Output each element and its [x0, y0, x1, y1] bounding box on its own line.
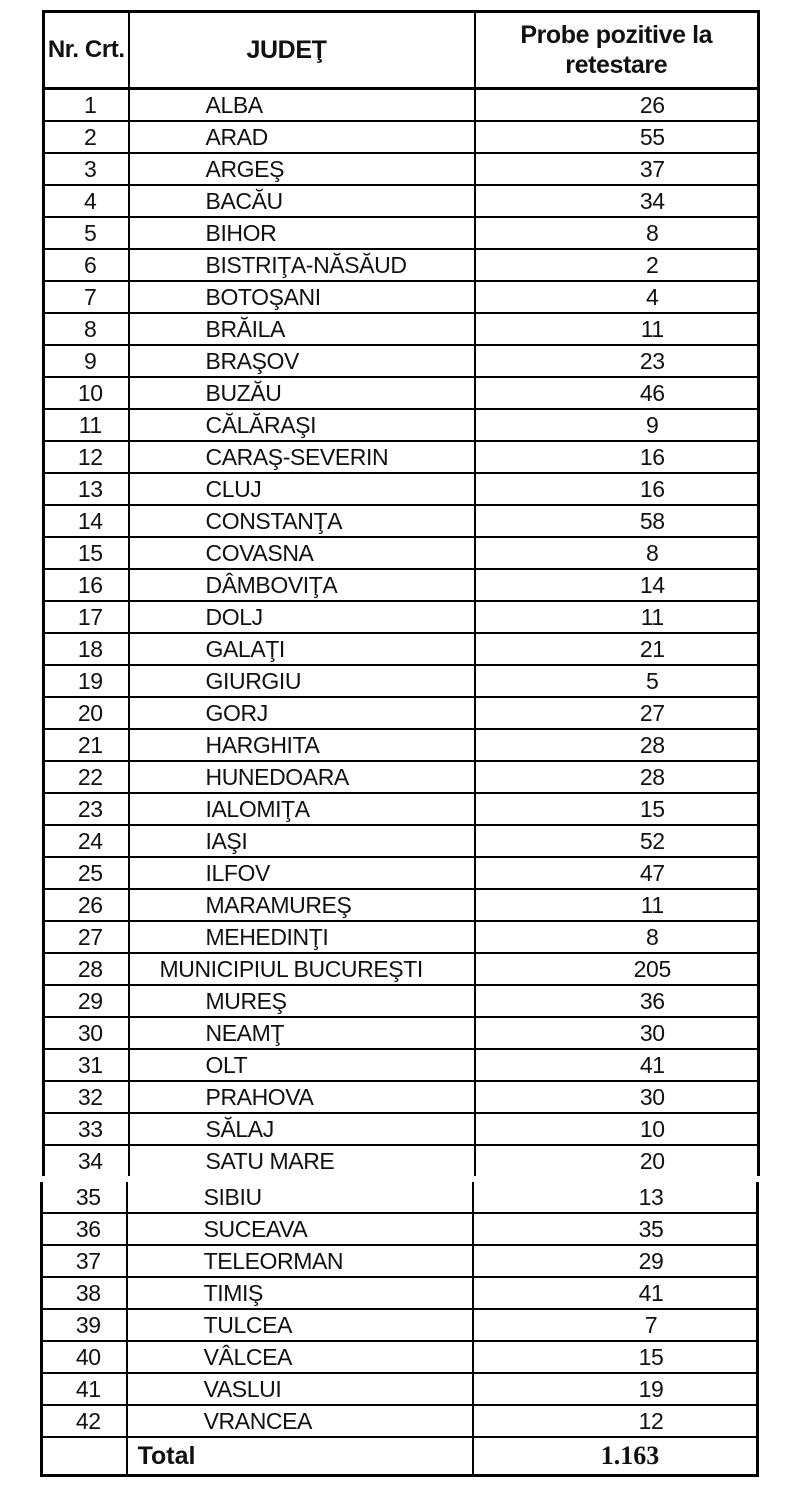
county-name-cell: VRANCEA [127, 1405, 473, 1437]
header-judet: JUDEŢ [129, 12, 475, 89]
county-name-cell: COVASNA [129, 537, 475, 569]
county-name-cell: SUCEAVA [127, 1213, 473, 1245]
positive-count-cell: 15 [475, 793, 759, 825]
county-retest-table-bottom [40, 1182, 759, 1477]
county-name-cell: OLT [129, 1049, 475, 1081]
positive-count-cell: 4 [475, 281, 759, 313]
county-retest-table-top [42, 10, 760, 1176]
positive-count-cell: 8 [475, 921, 759, 953]
table-row [42, 1309, 758, 1341]
table-row [44, 1145, 759, 1176]
row-number-cell: 1 [44, 89, 129, 122]
row-number-cell: 6 [44, 249, 129, 281]
table-row [42, 1277, 758, 1309]
county-name-cell: ILFOV [129, 857, 475, 889]
positive-count-cell: 52 [475, 825, 759, 857]
county-name-cell: MUNICIPIUL BUCUREŞTI [129, 953, 475, 985]
row-number-cell: 35 [42, 1182, 127, 1213]
row-number-cell: 19 [44, 665, 129, 697]
positive-count-cell: 28 [475, 761, 759, 793]
table-body-top [44, 89, 759, 1177]
table-row [44, 793, 759, 825]
row-number-cell: 18 [44, 633, 129, 665]
county-name-cell: DOLJ [129, 601, 475, 633]
row-number-cell: 13 [44, 473, 129, 505]
table-row [44, 1017, 759, 1049]
county-name-cell: IALOMIŢA [129, 793, 475, 825]
positive-count-cell: 9 [475, 409, 759, 441]
positive-count-cell: 30 [475, 1081, 759, 1113]
table-row [44, 153, 759, 185]
positive-count-cell: 20 [475, 1145, 759, 1176]
row-number-cell: 39 [42, 1309, 127, 1341]
positive-count-cell: 205 [475, 953, 759, 985]
county-name-cell: HARGHITA [129, 729, 475, 761]
county-name-cell: GIURGIU [129, 665, 475, 697]
positive-count-cell: 15 [473, 1341, 757, 1373]
row-number-cell: 36 [42, 1213, 127, 1245]
row-number-cell: 42 [42, 1405, 127, 1437]
positive-count-cell: 29 [473, 1245, 757, 1277]
total-label-cell: Total [127, 1437, 473, 1476]
positive-count-cell: 35 [473, 1213, 757, 1245]
positive-count-cell: 34 [475, 185, 759, 217]
table-row [44, 921, 759, 953]
county-name-cell: SATU MARE [129, 1145, 475, 1176]
row-number-cell: 33 [44, 1113, 129, 1145]
header-row [44, 12, 759, 89]
table-row [44, 601, 759, 633]
table-row [44, 345, 759, 377]
row-number-cell: 29 [44, 985, 129, 1017]
row-number-cell: 23 [44, 793, 129, 825]
positive-count-cell: 30 [475, 1017, 759, 1049]
table-row [44, 665, 759, 697]
county-name-cell: BRAŞOV [129, 345, 475, 377]
row-number-cell: 2 [44, 121, 129, 153]
row-number-cell: 25 [44, 857, 129, 889]
county-name-cell: BRĂILA [129, 313, 475, 345]
county-name-cell: CONSTANŢA [129, 505, 475, 537]
county-name-cell: DÂMBOVIŢA [129, 569, 475, 601]
table-row [44, 217, 759, 249]
positive-count-cell: 19 [473, 1373, 757, 1405]
positive-count-cell: 2 [475, 249, 759, 281]
row-number-cell: 30 [44, 1017, 129, 1049]
positive-count-cell: 16 [475, 441, 759, 473]
positive-count-cell: 5 [475, 665, 759, 697]
county-name-cell: HUNEDOARA [129, 761, 475, 793]
county-name-cell: TULCEA [127, 1309, 473, 1341]
positive-count-cell: 13 [473, 1182, 757, 1213]
county-name-cell: BIHOR [129, 217, 475, 249]
table-row [42, 1341, 758, 1373]
row-number-cell: 5 [44, 217, 129, 249]
table-row [44, 89, 759, 122]
county-name-cell: TIMIŞ [127, 1277, 473, 1309]
row-number-cell: 12 [44, 441, 129, 473]
county-name-cell: MEHEDINŢI [129, 921, 475, 953]
positive-count-cell: 41 [473, 1277, 757, 1309]
table-row [42, 1405, 758, 1437]
table-row [44, 249, 759, 281]
row-number-cell: 15 [44, 537, 129, 569]
row-number-cell: 10 [44, 377, 129, 409]
positive-count-cell: 16 [475, 473, 759, 505]
table-row [44, 1049, 759, 1081]
county-name-cell: ARAD [129, 121, 475, 153]
header-nr-crt: Nr. Crt. [44, 12, 129, 89]
row-number-cell: 32 [44, 1081, 129, 1113]
positive-count-cell: 11 [475, 313, 759, 345]
county-name-cell: SĂLAJ [129, 1113, 475, 1145]
table-row [44, 473, 759, 505]
row-number-cell: 31 [44, 1049, 129, 1081]
table-row [44, 409, 759, 441]
total-value-cell: 1.163 [473, 1437, 757, 1476]
table-body-bottom [42, 1182, 758, 1437]
positive-count-cell: 46 [475, 377, 759, 409]
table-row [44, 185, 759, 217]
table-row [44, 313, 759, 345]
row-number-cell: 7 [44, 281, 129, 313]
row-number-cell: 26 [44, 889, 129, 921]
header-probe-pozitive: Probe pozitive la retestare [475, 12, 759, 89]
row-number-cell: 28 [44, 953, 129, 985]
row-number-cell: 16 [44, 569, 129, 601]
table-row [44, 697, 759, 729]
county-name-cell: BACĂU [129, 185, 475, 217]
table-row [44, 1113, 759, 1145]
positive-count-cell: 14 [475, 569, 759, 601]
county-name-cell: BOTOŞANI [129, 281, 475, 313]
table-row [44, 857, 759, 889]
row-number-cell: 11 [44, 409, 129, 441]
county-name-cell: CĂLĂRAŞI [129, 409, 475, 441]
table-row [42, 1373, 758, 1405]
positive-count-cell: 10 [475, 1113, 759, 1145]
row-number-cell: 37 [42, 1245, 127, 1277]
total-row [42, 1437, 758, 1476]
table-footer [42, 1437, 758, 1476]
positive-count-cell: 7 [473, 1309, 757, 1341]
county-name-cell: BUZĂU [129, 377, 475, 409]
positive-count-cell: 8 [475, 537, 759, 569]
table-row [44, 281, 759, 313]
row-number-cell: 22 [44, 761, 129, 793]
county-name-cell: TELEORMAN [127, 1245, 473, 1277]
row-number-cell: 20 [44, 697, 129, 729]
county-name-cell: BISTRIŢA-NĂSĂUD [129, 249, 475, 281]
table-row [44, 569, 759, 601]
row-number-cell: 24 [44, 825, 129, 857]
county-name-cell: IAŞI [129, 825, 475, 857]
row-number-cell: 4 [44, 185, 129, 217]
table-header [44, 12, 759, 89]
positive-count-cell: 12 [473, 1405, 757, 1437]
table-row [44, 985, 759, 1017]
table-row [42, 1245, 758, 1277]
row-number-cell: 38 [42, 1277, 127, 1309]
positive-count-cell: 58 [475, 505, 759, 537]
county-name-cell: ARGEŞ [129, 153, 475, 185]
row-number-cell: 8 [44, 313, 129, 345]
positive-count-cell: 41 [475, 1049, 759, 1081]
county-name-cell: ALBA [129, 89, 475, 122]
positive-count-cell: 8 [475, 217, 759, 249]
table-row [42, 1182, 758, 1213]
county-name-cell: CLUJ [129, 473, 475, 505]
row-number-cell: 17 [44, 601, 129, 633]
table-row [44, 953, 759, 985]
table-row [44, 633, 759, 665]
county-name-cell: MUREŞ [129, 985, 475, 1017]
table-row [44, 121, 759, 153]
positive-count-cell: 28 [475, 729, 759, 761]
county-name-cell: GORJ [129, 697, 475, 729]
table-row [44, 761, 759, 793]
county-name-cell: NEAMŢ [129, 1017, 475, 1049]
positive-count-cell: 55 [475, 121, 759, 153]
positive-count-cell: 36 [475, 985, 759, 1017]
row-number-cell: 34 [44, 1145, 129, 1176]
table-row [44, 825, 759, 857]
table-row [44, 1081, 759, 1113]
table-row [44, 377, 759, 409]
table-row [42, 1213, 758, 1245]
row-number-cell: 14 [44, 505, 129, 537]
table-row [44, 729, 759, 761]
positive-count-cell: 47 [475, 857, 759, 889]
county-name-cell: CARAŞ-SEVERIN [129, 441, 475, 473]
positive-count-cell: 23 [475, 345, 759, 377]
table-row [44, 505, 759, 537]
positive-count-cell: 21 [475, 633, 759, 665]
county-name-cell: VÂLCEA [127, 1341, 473, 1373]
positive-count-cell: 11 [475, 601, 759, 633]
positive-count-cell: 37 [475, 153, 759, 185]
county-name-cell: GALAŢI [129, 633, 475, 665]
positive-count-cell: 26 [475, 89, 759, 122]
county-name-cell: PRAHOVA [129, 1081, 475, 1113]
total-empty-cell [42, 1437, 127, 1476]
row-number-cell: 40 [42, 1341, 127, 1373]
table-row [44, 441, 759, 473]
county-name-cell: VASLUI [127, 1373, 473, 1405]
positive-count-cell: 27 [475, 697, 759, 729]
table-row [44, 537, 759, 569]
row-number-cell: 21 [44, 729, 129, 761]
county-name-cell: MARAMUREŞ [129, 889, 475, 921]
row-number-cell: 9 [44, 345, 129, 377]
row-number-cell: 27 [44, 921, 129, 953]
row-number-cell: 41 [42, 1373, 127, 1405]
table-row [44, 889, 759, 921]
county-name-cell: SIBIU [127, 1182, 473, 1213]
row-number-cell: 3 [44, 153, 129, 185]
positive-count-cell: 11 [475, 889, 759, 921]
